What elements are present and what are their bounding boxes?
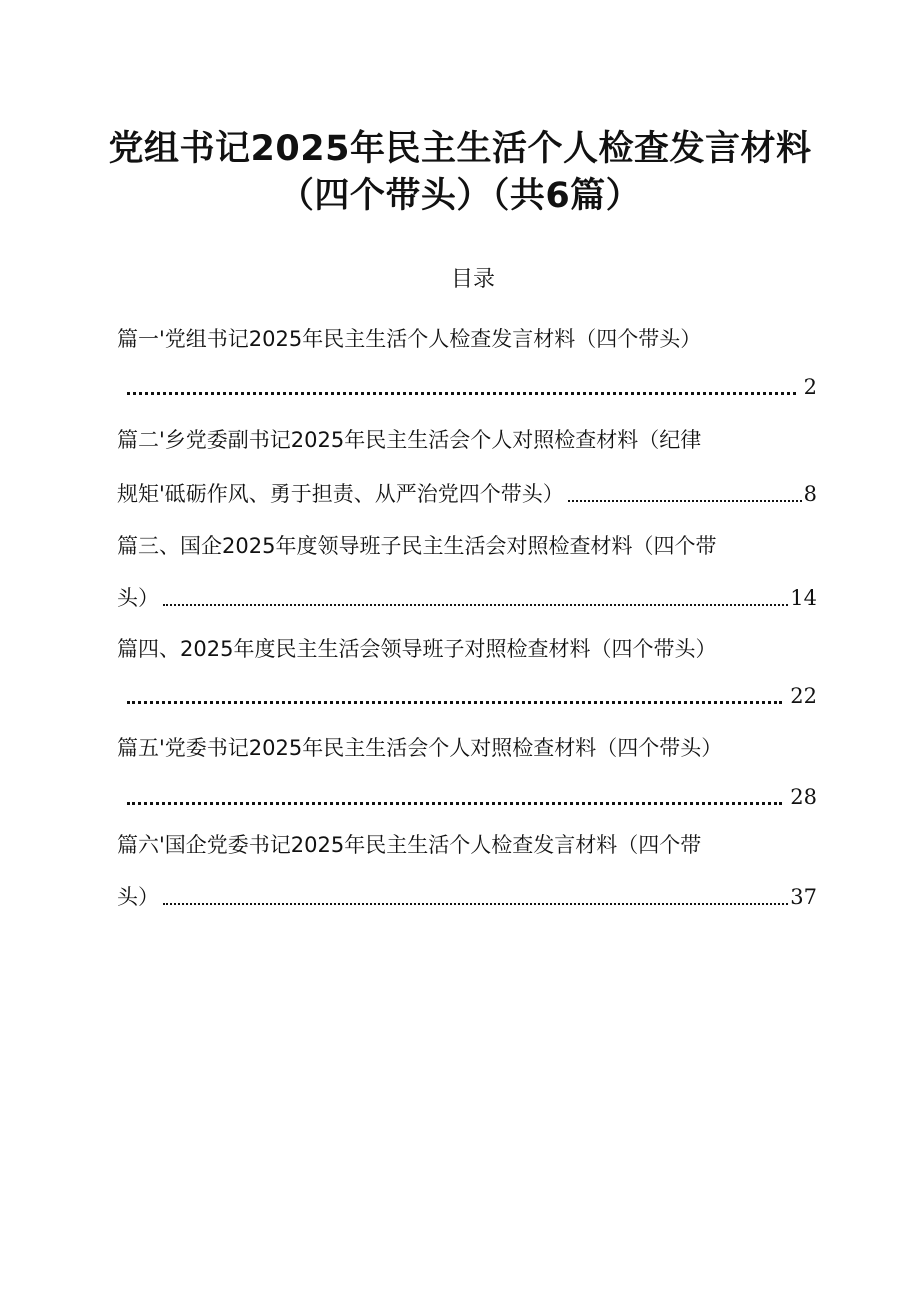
toc-entry-4-leader[interactable] <box>117 681 817 711</box>
toc-entry-1-dot-leader <box>127 392 796 395</box>
toc-entry-5-title[interactable]: 篇五'党委书记2025年民主生活会个人对照检查材料（四个带头） <box>117 736 723 760</box>
toc-entry-4-title[interactable]: 篇四、2025年度民主生活会领导班子对照检查材料（四个带头） <box>117 637 717 661</box>
toc-entry-2-continuation: 规矩'砥砺作风、勇于担责、从严治党四个带头） <box>117 482 564 506</box>
toc-entry-1-page-number: 2 <box>803 375 817 399</box>
toc-entry-6-dot-leader <box>163 903 788 905</box>
toc-entry-3-continuation: 头） <box>117 586 159 610</box>
toc-entry-6-continuation: 头） <box>117 885 159 909</box>
toc-entry-4-dot-leader <box>127 701 782 704</box>
document-title-line-2: （四个带头）（共6篇） <box>278 176 642 216</box>
toc-entry-3-leader[interactable] <box>117 583 817 613</box>
toc-entry-2-dot-leader <box>568 500 802 502</box>
toc-entry-2-leader[interactable] <box>117 479 817 509</box>
toc-entry-3-dot-leader <box>163 604 788 606</box>
toc-entry-2-page-number: 8 <box>803 482 817 506</box>
toc-entry-3-title[interactable]: 篇三、国企2025年度领导班子民主生活会对照检查材料（四个带 <box>117 534 717 558</box>
toc-entry-1-leader[interactable] <box>117 372 817 402</box>
toc-entry-6-title[interactable]: 篇六'国企党委书记2025年民主生活个人检查发言材料（四个带 <box>117 833 702 857</box>
toc-entry-5-dot-leader <box>127 802 782 805</box>
toc-entry-2-title[interactable]: 篇二'乡党委副书记2025年民主生活会个人对照检查材料（纪律 <box>117 428 702 452</box>
document-title-line-1: 党组书记2025年民主生活个人检查发言材料 <box>108 129 812 169</box>
toc-entry-4-page-number: 22 <box>790 684 817 708</box>
toc-entry-6-leader[interactable] <box>117 882 817 912</box>
toc-entry-1-title[interactable]: 篇一'党组书记2025年民主生活个人检查发言材料（四个带头） <box>117 327 702 351</box>
toc-entry-3-page-number: 14 <box>790 586 817 610</box>
toc-entry-6-page-number: 37 <box>790 885 817 909</box>
toc-entry-5-leader[interactable] <box>117 782 817 812</box>
toc-entry-5-page-number: 28 <box>790 785 817 809</box>
toc-heading: 目录 <box>450 267 495 292</box>
